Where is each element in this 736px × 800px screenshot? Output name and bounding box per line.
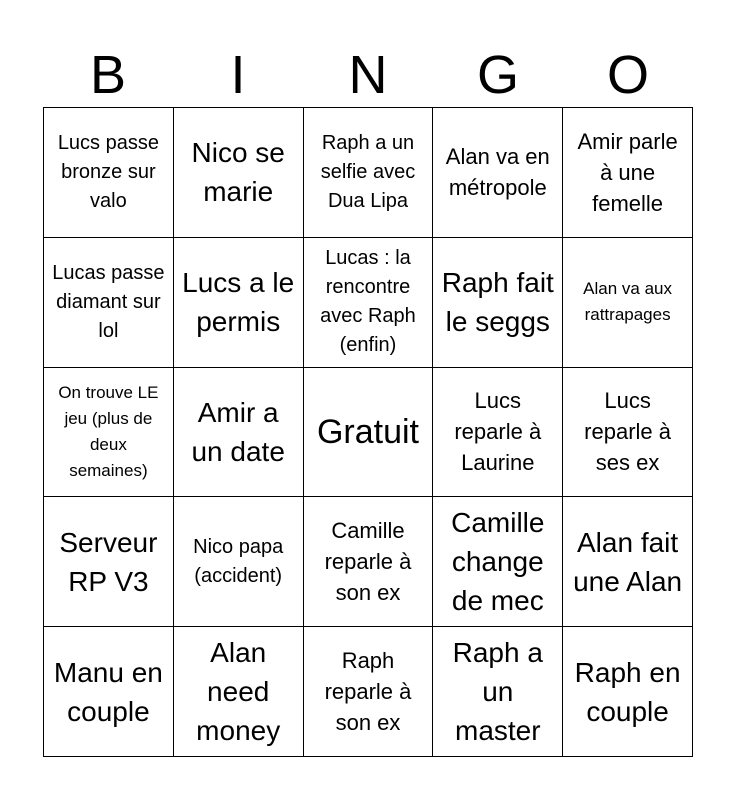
header-letter-i: I <box>230 45 246 105</box>
cell-text: On trouve LE jeu (plus de deux semaines) <box>58 382 159 480</box>
cell-text: Lucs reparle à Laurine <box>454 388 542 476</box>
cell-text: Lucs reparle à ses ex <box>584 388 672 476</box>
cell-text: Serveur RP V3 <box>59 526 158 597</box>
bingo-cell[interactable] <box>304 627 434 757</box>
bingo-cell[interactable] <box>433 368 563 498</box>
bingo-cell[interactable] <box>44 238 174 368</box>
bingo-cell[interactable] <box>174 238 304 368</box>
cell-text: Lucs a le permis <box>182 267 295 338</box>
bingo-cell[interactable] <box>433 238 563 368</box>
bingo-cell[interactable] <box>304 108 434 238</box>
cell-text: Nico papa (accident) <box>193 535 284 587</box>
cell-text: Raph reparle à son ex <box>324 648 412 736</box>
cell-text: Nico se marie <box>191 137 285 208</box>
cell-text: Alan va en métropole <box>445 144 550 201</box>
cell-text: Camille change de mec <box>451 507 545 617</box>
bingo-cell[interactable] <box>44 108 174 238</box>
bingo-cell[interactable] <box>563 627 693 757</box>
bingo-cell[interactable] <box>174 627 304 757</box>
cell-text: Alan fait une Alan <box>573 526 683 597</box>
cell-text: Raph a un master <box>452 637 543 747</box>
cell-text: Amir parle à une femelle <box>577 128 678 216</box>
header-letter-b: B <box>89 45 127 105</box>
cell-text: Lucs passe bronze sur valo <box>57 131 159 212</box>
bingo-cell[interactable] <box>433 108 563 238</box>
bingo-cell-free[interactable] <box>304 368 434 498</box>
bingo-cell[interactable] <box>174 108 304 238</box>
cell-text: Raph fait le seggs <box>441 267 554 338</box>
header-letter-g: G <box>476 45 519 105</box>
bingo-cell[interactable] <box>174 497 304 627</box>
bingo-cell[interactable] <box>433 497 563 627</box>
bingo-header <box>43 42 693 108</box>
bingo-cell[interactable] <box>44 627 174 757</box>
bingo-cell[interactable] <box>174 368 304 498</box>
cell-text: Lucas passe diamant sur lol <box>52 261 165 342</box>
header-letter-o: O <box>606 45 649 105</box>
bingo-cell[interactable] <box>433 627 563 757</box>
bingo-cell[interactable] <box>304 238 434 368</box>
cell-text: Camille reparle à son ex <box>324 518 412 606</box>
cell-text: Raph en couple <box>574 656 681 727</box>
bingo-cell[interactable] <box>44 368 174 498</box>
bingo-grid <box>43 107 693 757</box>
cell-text: Alan need money <box>196 637 281 747</box>
cell-text: Manu en couple <box>53 656 163 727</box>
cell-text: Raph a un selfie avec Dua Lipa <box>320 131 416 212</box>
bingo-cell[interactable] <box>563 238 693 368</box>
header-letter-n: N <box>348 45 388 105</box>
bingo-cell[interactable] <box>304 497 434 627</box>
bingo-cell[interactable] <box>563 368 693 498</box>
cell-text: Lucas : la rencontre avec Raph (enfin) <box>320 247 416 357</box>
cell-text: Gratuit <box>316 412 420 451</box>
bingo-cell[interactable] <box>563 108 693 238</box>
cell-text: Amir a un date <box>191 396 285 467</box>
cell-text: Alan va aux rattrapages <box>583 279 673 325</box>
bingo-cell[interactable] <box>563 497 693 627</box>
bingo-cell[interactable] <box>44 497 174 627</box>
